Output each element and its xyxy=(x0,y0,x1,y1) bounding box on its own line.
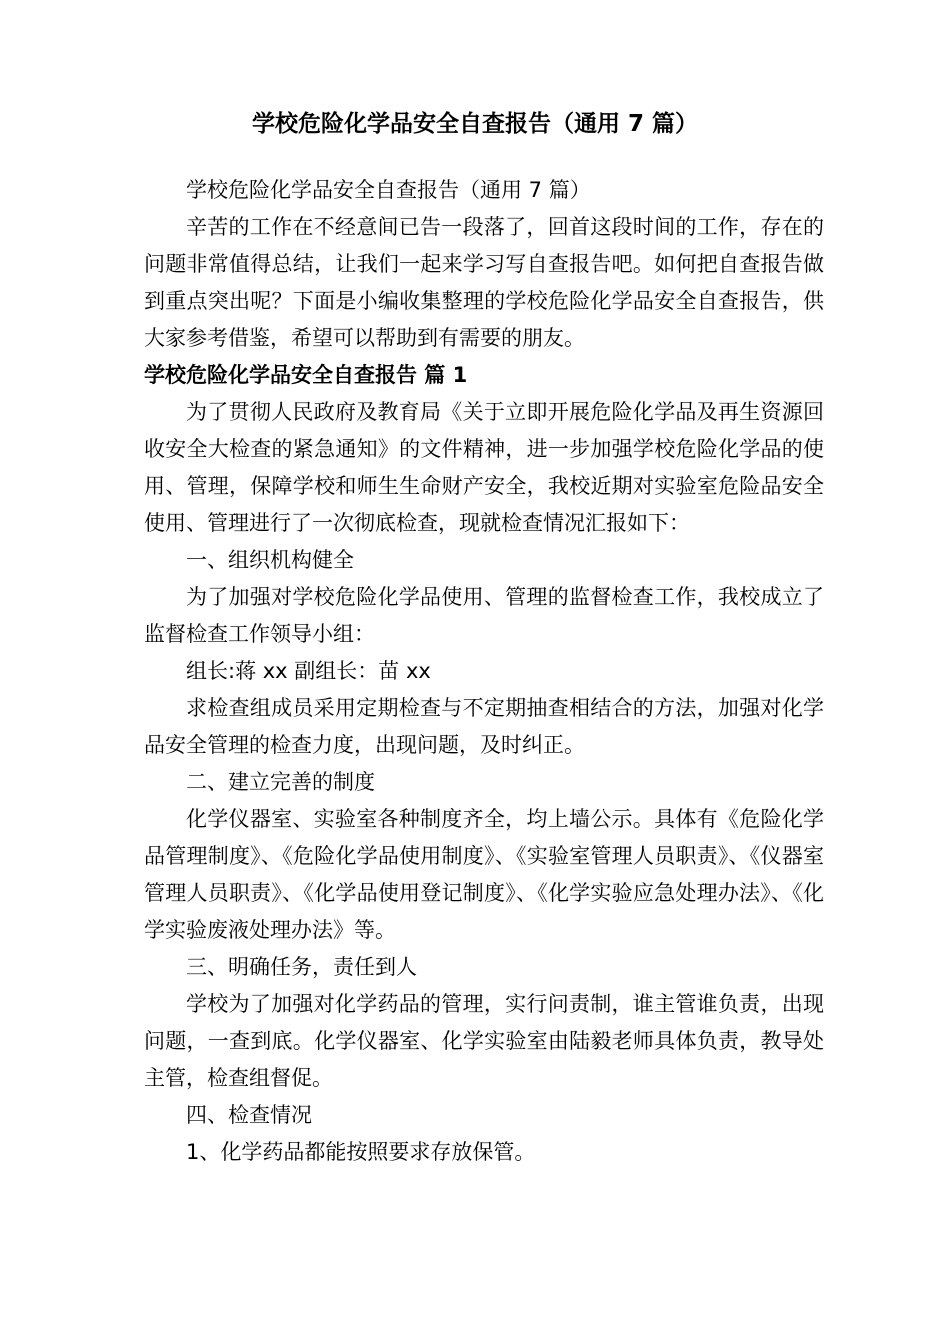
body-paragraph: 为了加强对学校危险化学品使用、管理的监督检查工作，我校成立了监督检查工作领导小组： xyxy=(144,585,824,646)
subheading-organization: 一、组织机构健全 xyxy=(186,548,354,572)
subheading-inspection: 四、检查情况 xyxy=(186,1103,312,1127)
body-paragraph: 学校为了加强对化学药品的管理，实行问责制，谁主管谁负责，出现问题，一查到底。化学仪器室、化学实验室由陆毅老师具体负责，教导处主管，检查组督促。 xyxy=(144,992,824,1090)
subheading-responsibility: 三、明确任务，责任到人 xyxy=(186,955,417,979)
subheading-system: 二、建立完善的制度 xyxy=(186,770,375,794)
list-item: 1、化学药品都能按照要求存放保管。 xyxy=(186,1140,536,1164)
body-paragraph: 化学仪器室、实验室各种制度齐全，均上墙公示。具体有《危险化学品管理制度》、《危险化学品使用制度》、《实验室管理人员职责》、《仪器室管理人员职责》、《化学品使用登记制度》、《化学实验应急处理办法》、《化学实验废液处理办法》等。 xyxy=(144,807,824,942)
body-paragraph: 求检查组成员采用定期检查与不定期抽查相结合的方法，加强对化学品安全管理的检查力度，出现问题，及时纠正。 xyxy=(144,696,824,757)
intro-paragraph: 辛苦的工作在不经意间已告一段落了，回首这段时间的工作，存在的问题非常值得总结，让我们一起来学习写自查报告吧。如何把自查报告做到重点突出呢？下面是小编收集整理的学校危险化学品安全自查报告，供大家参考借鉴，希望可以帮助到有需要的朋友。 xyxy=(144,215,824,350)
body-paragraph: 为了贯彻人民政府及教育局《关于立即开展危险化学品及再生资源回收安全大检查的紧急通知》的文件精神，进一步加强学校危险化学品的使用、管理，保障学校和师生生命财产安全，我校近期对实验室危险品安全使用、管理进行了一次彻底检查，现就检查情况汇报如下： xyxy=(144,400,824,535)
section-heading: 学校危险化学品安全自查报告 篇 1 xyxy=(144,363,468,387)
document-body xyxy=(144,172,824,1171)
team-leaders-line: 组长:蒋 xx 副组长：苗 xx xyxy=(186,659,431,683)
intro-title-line: 学校危险化学品安全自查报告（通用 7 篇） xyxy=(186,178,591,202)
document-title: 学校危险化学品安全自查报告（通用 7 篇） xyxy=(251,111,699,137)
